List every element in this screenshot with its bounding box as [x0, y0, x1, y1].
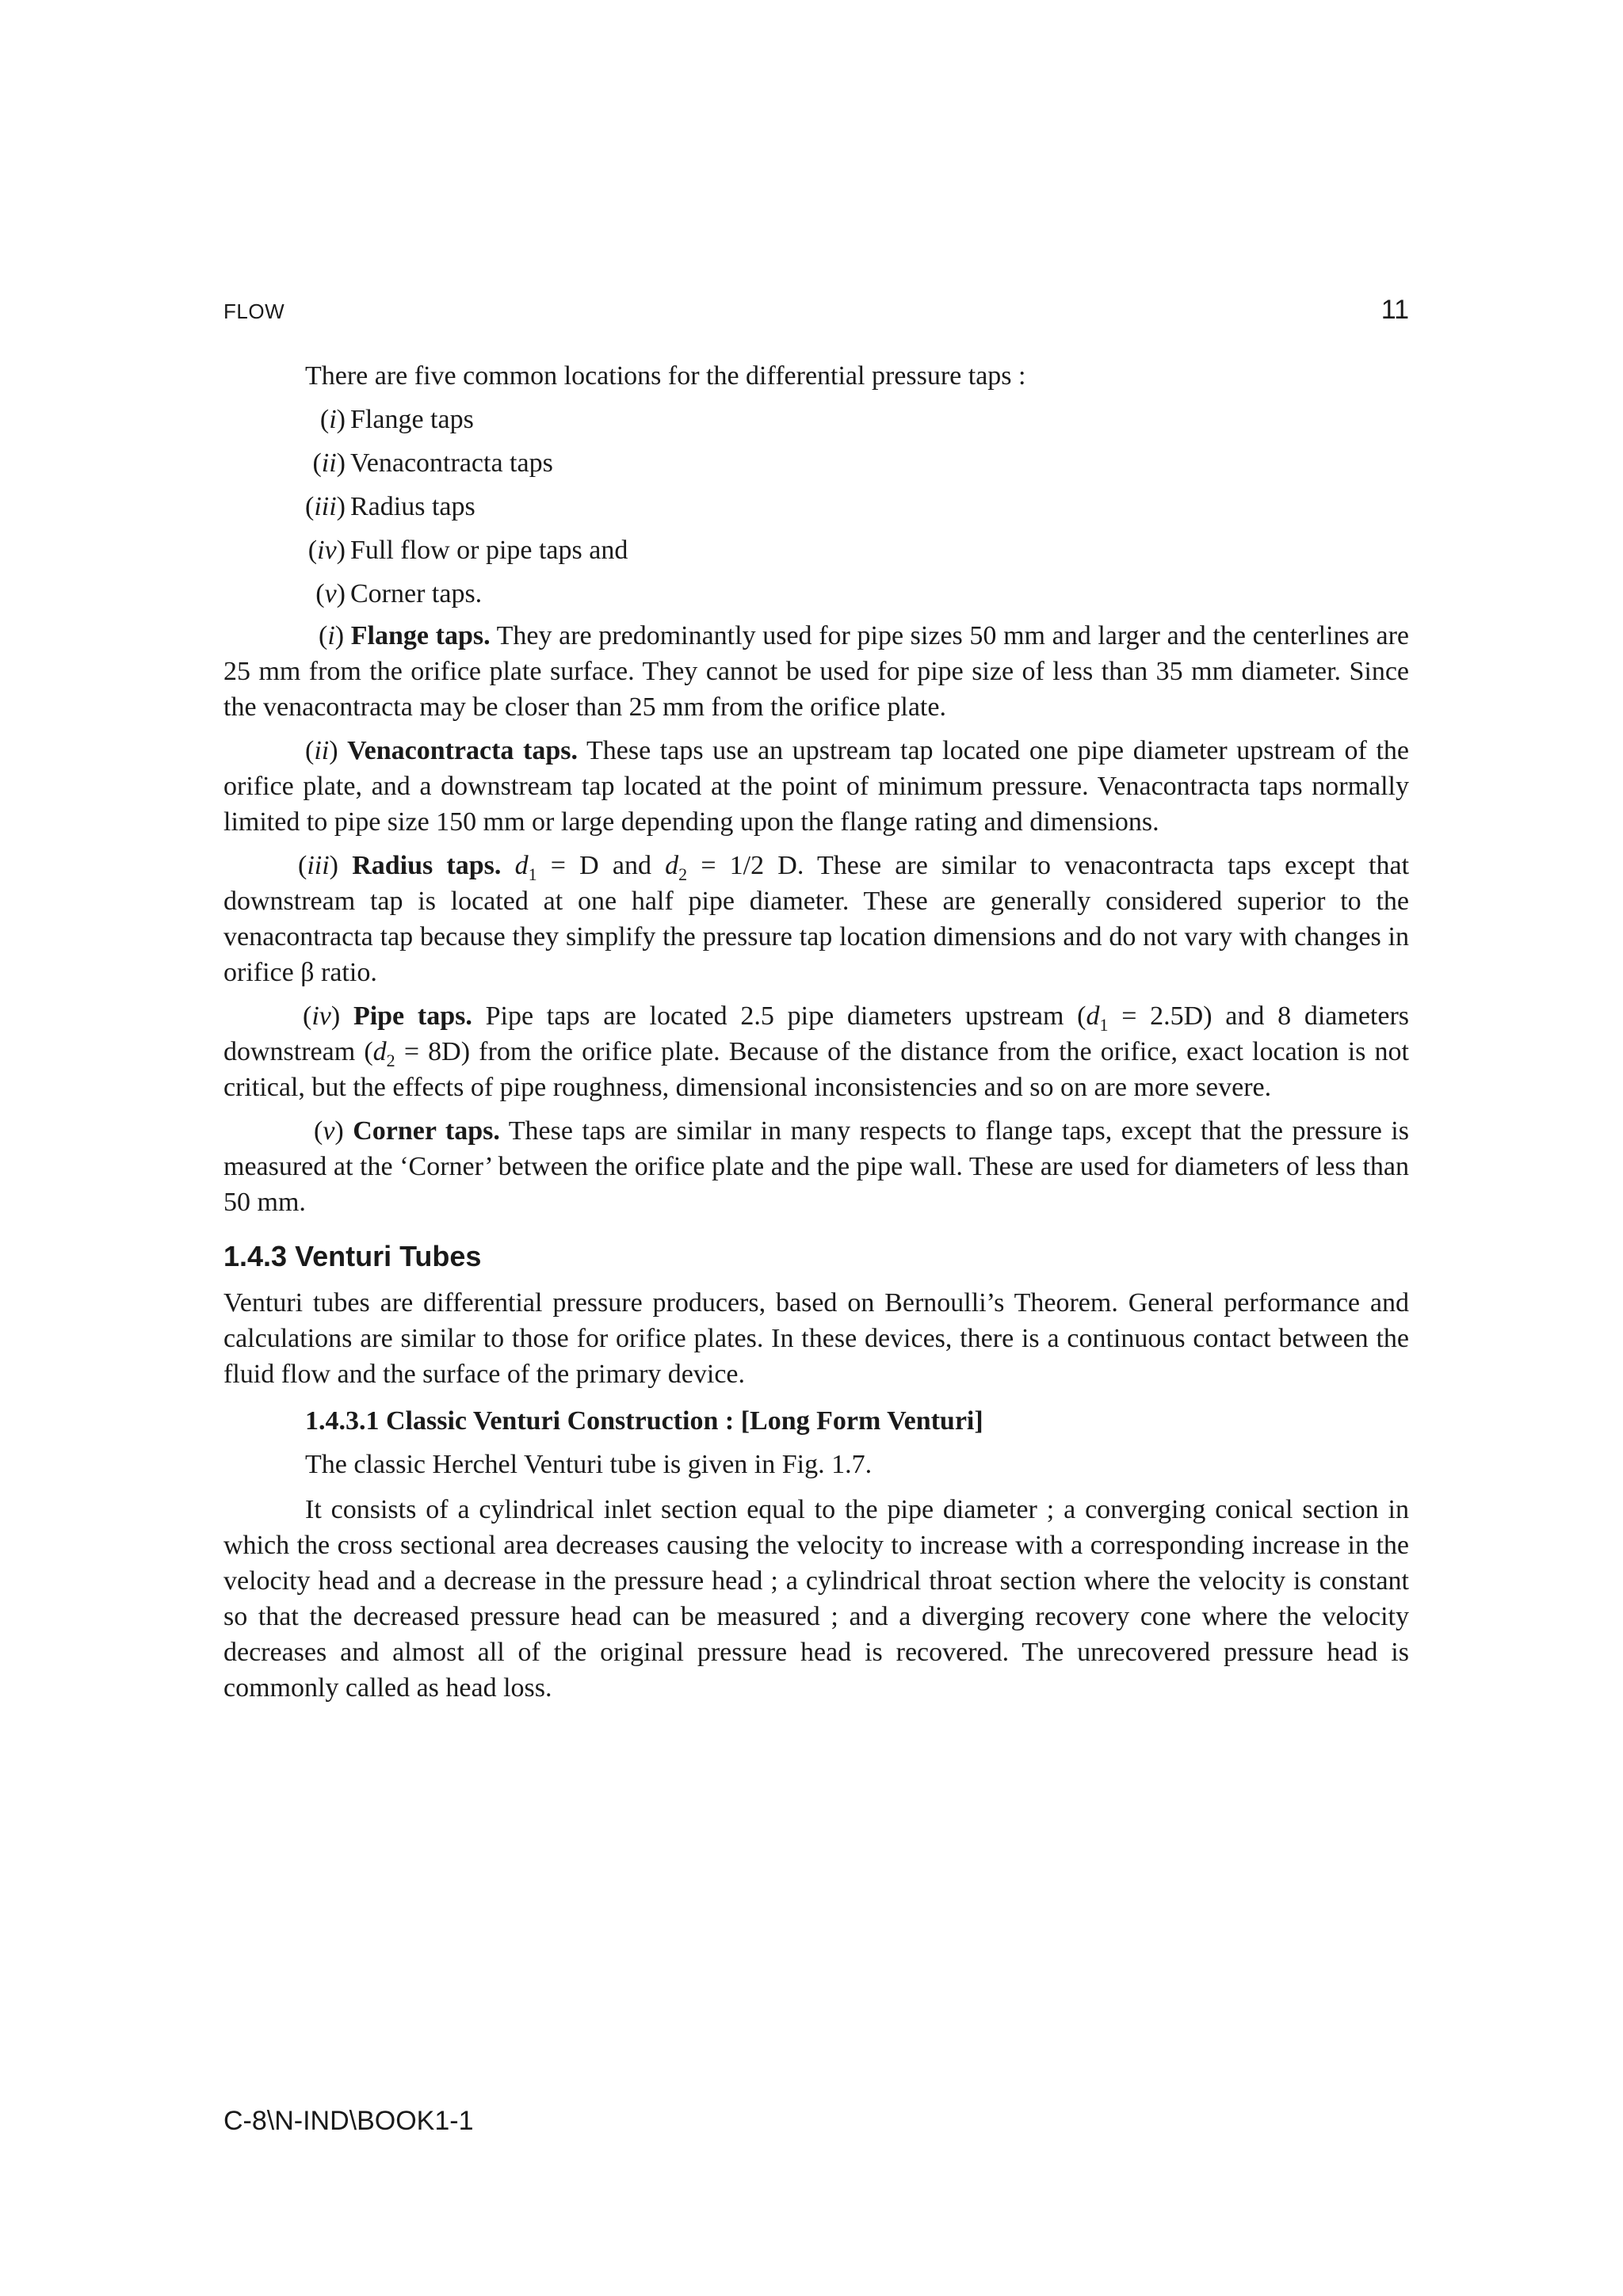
- section-heading: 1.4.3 Venturi Tubes: [223, 1240, 482, 1272]
- footer-code: C-8\N-IND\BOOK1-1: [223, 2106, 474, 2136]
- subsection-heading: 1.4.3.1 Classic Venturi Construction : [Long Form Venturi]: [305, 1406, 983, 1436]
- tap-locations-list: [223, 402, 1409, 612]
- list-item: [223, 532, 1409, 568]
- corner-taps-paragraph: (v) Corner taps. These taps are similar in many respects to flange taps, except that the pressure is measured at the ‘Corner’ between the orifice plate and the pipe wall. These are used for diameters of less than 50 mm.: [223, 1116, 1409, 1217]
- section-paragraph: Venturi tubes are differential pressure producers, based on Bernoulli’s Theorem. General performance and calculations are similar to those for orifice plates. In these devices, there is a continuous contact between the fluid flow and the surface of the primary device.: [223, 1288, 1409, 1389]
- list-number: (ii): [312, 448, 346, 478]
- venacontracta-taps-paragraph: (ii) Venacontracta taps. These taps use an upstream tap located one pipe diameter upstream of the orifice plate, and a downstream tap located at the point of minimum pressure. Venacontracta taps normally limited to pipe size 150 mm or large depending upon the flange rating and dimensions.: [223, 736, 1409, 837]
- page-number: 11: [1381, 295, 1409, 325]
- subsection-paragraph: The classic Herchel Venturi tube is given in Fig. 1.7.: [305, 1450, 873, 1479]
- list-number: (iii): [305, 492, 346, 521]
- list-item: [223, 489, 1409, 524]
- flange-taps-paragraph: (i) Flange taps. They are predominantly used for pipe sizes 50 mm and larger and the centerlines are 25 mm from the orifice plate surface. They cannot be used for pipe size of less than 35 mm diameter. Since the venacontracta may be closer than 25 mm from the orifice plate.: [223, 621, 1409, 722]
- list-item: [223, 445, 1409, 481]
- radius-taps-paragraph: (iii) Radius taps. $d_1 = D$ and $d_2 = 1/2$ D. These are similar to venacontracta taps except that downstream tap is located at one half pipe diameter. These are generally considered superior to the venacontracta tap because they simplify the pressure tap location dimensions and do not vary with changes in orifice β ratio.: [223, 851, 1410, 987]
- running-head: FLOW: [223, 299, 285, 323]
- pipe-taps-paragraph: (iv) Pipe taps. Pipe taps are located 2.5 pipe diameters upstream $(d_1 = 2.5D)$ and 8 diameters downstream $(d_2 = 8D)$ from the orifice plate. Because of the distance from the orifice, exact location is not critical, but the effects of pipe roughness, dimensional inconsistencies and so on are more severe.: [223, 1001, 1409, 1102]
- list-text: Corner taps.: [350, 579, 483, 608]
- page-body: [223, 358, 1409, 1713]
- list-item: [223, 402, 1409, 437]
- list-item: [223, 576, 1409, 612]
- list-text: Flange taps: [350, 405, 474, 434]
- subsection-paragraph: It consists of a cylindrical inlet section equal to the pipe diameter ; a converging conical section in which the cross sectional area decreases causing the velocity to increase with a corresponding increase in the velocity head and a decrease in the pressure head ; a cylindrical throat section where the velocity is constant so that the decreased pressure head can be measured ; and a diverging recovery cone where the velocity decreases and almost all of the original pressure head is recovered. The unrecovered pressure head is commonly called as head loss.: [223, 1495, 1409, 1703]
- list-number: (iv): [307, 536, 346, 565]
- list-text: Radius taps: [350, 492, 475, 521]
- intro-paragraph: There are five common locations for the differential pressure taps :: [305, 361, 1026, 391]
- list-text: Venacontracta taps: [350, 448, 553, 478]
- list-number: (v): [315, 579, 346, 608]
- list-text: Full flow or pipe taps and: [350, 536, 628, 565]
- list-number: (i): [319, 405, 346, 434]
